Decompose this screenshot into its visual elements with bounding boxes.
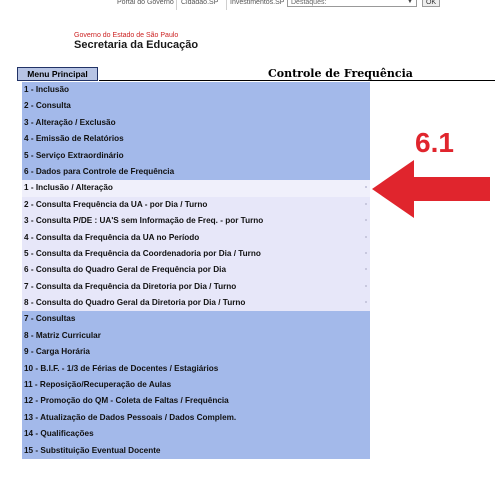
chevron-down-icon: ▼ xyxy=(407,0,413,5)
link-cidadao-sp[interactable]: Cidadão.SP xyxy=(181,0,219,6)
submenu-item-consulta-diretoria[interactable] xyxy=(22,279,370,295)
annotation-label: 6.1 xyxy=(415,127,454,158)
destaques-select[interactable] xyxy=(287,0,417,7)
menu-item-promocao-qm[interactable]: 12 - Promoção do QM - Coleta de Faltas / Frequência xyxy=(22,393,370,409)
header-divider xyxy=(99,80,495,81)
submenu-item-consulta-coordenadoria[interactable] xyxy=(22,246,370,262)
submenu-item-label: 2 - Consulta Frequência da UA - por Dia / Turno xyxy=(24,199,208,209)
menu-item-emissao-relatorios[interactable]: 4 - Emissão de Relatórios xyxy=(22,131,370,147)
ok-button[interactable]: OK xyxy=(422,0,440,7)
menu-item-alteracao-exclusao[interactable]: 3 - Alteração / Exclusão xyxy=(22,115,370,131)
menu-item-servico-extraordinario[interactable]: 5 - Serviço Extraordinário xyxy=(22,148,370,164)
menu-principal-button[interactable]: Menu Principal xyxy=(17,67,98,81)
menu-item-consultas[interactable]: 7 - Consultas xyxy=(22,311,370,327)
menu-item-bif[interactable]: 10 - B.I.F. - 1/3 de Férias de Docentes / Estagiários xyxy=(22,361,370,377)
submenu-item-label: 3 - Consulta P/DE : UA'S sem Informação de Freq. - por Turno xyxy=(24,216,264,226)
page-title: Controle de Frequência xyxy=(268,67,413,80)
submenu-item-quadro-geral-dia[interactable] xyxy=(22,262,370,278)
submenu-item-label: 6 - Consulta do Quadro Geral de Frequência por Dia xyxy=(24,265,226,275)
annotation-arrow-icon xyxy=(372,160,492,218)
main-menu xyxy=(22,82,370,459)
dot-icon xyxy=(365,252,367,254)
menu-item-substituicao-eventual[interactable]: 15 - Substituição Eventual Docente xyxy=(22,443,370,459)
submenu-item-label: 5 - Consulta da Frequência da Coordenadoria por Dia / Turno xyxy=(24,248,261,258)
divider xyxy=(176,0,177,10)
menu-item-consulta[interactable]: 2 - Consulta xyxy=(22,98,370,114)
submenu-item-consulta-ua-periodo[interactable] xyxy=(22,230,370,246)
menu-item-carga-horaria[interactable]: 9 - Carga Horária xyxy=(22,344,370,360)
dot-icon xyxy=(365,219,367,221)
menu-item-dados-controle-frequencia[interactable]: 6 - Dados para Controle de Frequência xyxy=(22,164,370,180)
menu-item-qualificacoes[interactable]: 14 - Qualificações xyxy=(22,426,370,442)
dot-icon xyxy=(365,236,367,238)
menu-item-inclusao[interactable]: 1 - Inclusão xyxy=(22,82,370,98)
menu-item-atualizacao-dados[interactable]: 13 - Atualização de Dados Pessoais / Dados Complem. xyxy=(22,410,370,426)
dot-icon xyxy=(365,203,367,205)
submenu-item-consulta-pde[interactable] xyxy=(22,213,370,229)
submenu-item-label: 7 - Consulta da Frequência da Diretoria por Dia / Turno xyxy=(24,281,237,291)
submenu-item-consulta-frequencia-ua[interactable] xyxy=(22,197,370,213)
link-portal-governo[interactable]: Portal do Governo xyxy=(117,0,174,6)
dot-icon xyxy=(365,268,367,270)
destaques-select-value: Destaques: xyxy=(291,0,327,6)
dot-icon xyxy=(365,186,367,188)
dot-icon xyxy=(365,285,367,287)
submenu-item-label: 1 - Inclusão / Alteração xyxy=(24,183,113,193)
submenu-item-inclusao-alteracao[interactable] xyxy=(22,180,370,196)
submenu-item-label: 8 - Consulta do Quadro Geral da Diretoria por Dia / Turno xyxy=(24,298,246,308)
secretaria-title: Secretaria da Educação xyxy=(74,39,199,51)
submenu-item-label: 4 - Consulta da Frequência da UA no Período xyxy=(24,232,200,242)
menu-item-reposicao-aulas[interactable]: 11 - Reposição/Recuperação de Aulas xyxy=(22,377,370,393)
divider xyxy=(226,0,227,10)
link-investimentos-sp[interactable]: Investimentos.SP xyxy=(230,0,285,6)
submenu-item-quadro-geral-diretoria[interactable] xyxy=(22,295,370,311)
dot-icon xyxy=(365,301,367,303)
menu-item-matriz-curricular[interactable]: 8 - Matriz Curricular xyxy=(22,328,370,344)
gov-line: Governo do Estado de São Paulo xyxy=(74,32,179,39)
top-links-bar xyxy=(0,0,500,14)
